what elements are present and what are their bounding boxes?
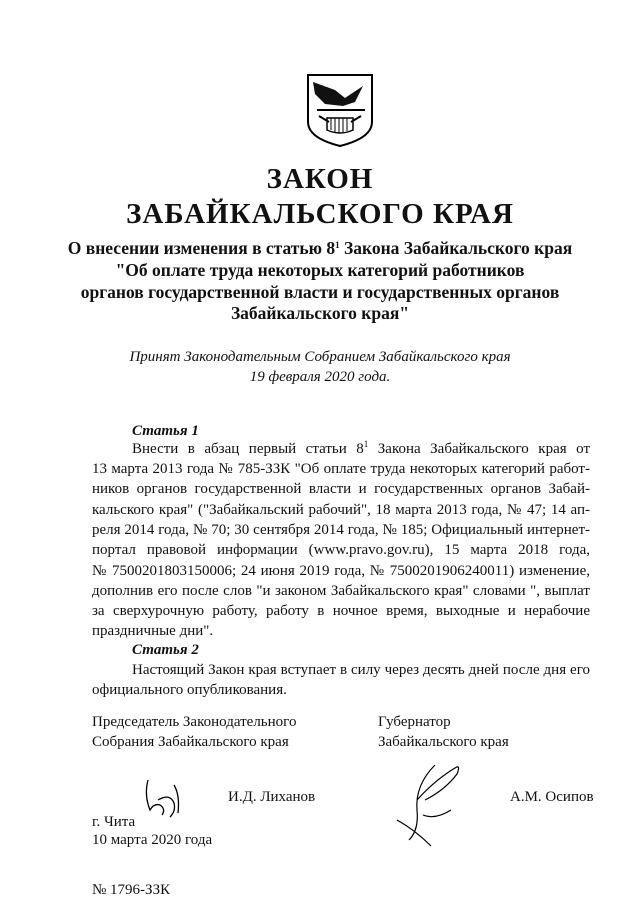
document-type-title: ЗАКОН xyxy=(266,163,374,195)
governor-title-2: Забайкальского края xyxy=(378,734,509,750)
article-1-heading: Статья 1 xyxy=(132,423,199,439)
place: г. Чита xyxy=(92,814,136,830)
article-1-line: 13 марта 2013 года № 785-ЗЗК "Об оплате труда некоторых категорий работ- xyxy=(92,461,590,477)
law-subtitle-line-2: "Об оплате труда некоторых категорий работников xyxy=(115,260,525,280)
region-title: ЗАБАЙКАЛЬСКОГО КРАЯ xyxy=(126,198,514,230)
article-1-line: праздничные дни". xyxy=(92,623,214,640)
article-2-heading: Статья 2 xyxy=(132,642,199,658)
article-1-line: дополнив его после слов "и законом Забайкальского края" словами ", выплат xyxy=(92,582,590,599)
law-subtitle-line-3: органов государственной власти и государственных органов xyxy=(80,282,560,302)
adopted-date: 19 февраля 2020 года. xyxy=(249,369,391,385)
chairman-signature xyxy=(140,775,190,825)
chairman-title-1: Председатель Законодательного xyxy=(92,714,297,730)
chairman-name: И.Д. Лиханов xyxy=(228,789,316,805)
law-subtitle-line-1: О внесении изменения в статью $8^1$ Закона Забайкальского края xyxy=(67,238,573,258)
article-1-line: за сверхурочную работу, работу в ночное время, выходные и нерабочие xyxy=(92,603,590,620)
chairman-title-2: Собрания Забайкальского края xyxy=(92,734,289,750)
governor-title-1: Губернатор xyxy=(378,714,451,730)
law-subtitle-line-4: Забайкальского края" xyxy=(230,303,410,323)
article-2-line: официального опубликования. xyxy=(92,682,287,698)
governor-name: А.М. Осипов xyxy=(510,789,594,805)
article-1-line: реля 2014 года, № 70; 30 сентября 2014 года, № 185; Официальный интернет- xyxy=(92,521,590,538)
law-number: № 1796-ЗЗК xyxy=(92,882,171,898)
article-1-line: Внести в абзац первый статьи $8^1$ Закона Забайкальского края от xyxy=(132,439,590,457)
governor-signature xyxy=(395,760,475,855)
adopted-by: Принят Законодательным Собранием Забайкальского края xyxy=(129,349,511,365)
signing-date: 10 марта 2020 года xyxy=(92,832,213,848)
article-1-line: № 7500201803150006; 24 июня 2019 года, № 7500201906240011) изменение, xyxy=(92,562,590,579)
article-1-line: портал правовой информации (www.pravo.gov.ru), 15 марта 2018 года, xyxy=(92,542,590,559)
article-2-line: Настоящий Закон края вступает в силу через десять дней после дня его xyxy=(132,662,590,678)
article-1-line: кальского края" ("Забайкальский рабочий", 18 марта 2013 года, № 47; 14 ап- xyxy=(92,501,590,518)
article-1-line: ников органов государственной власти и государственных органов Забай- xyxy=(92,481,590,498)
coat-of-arms-emblem xyxy=(305,72,375,148)
